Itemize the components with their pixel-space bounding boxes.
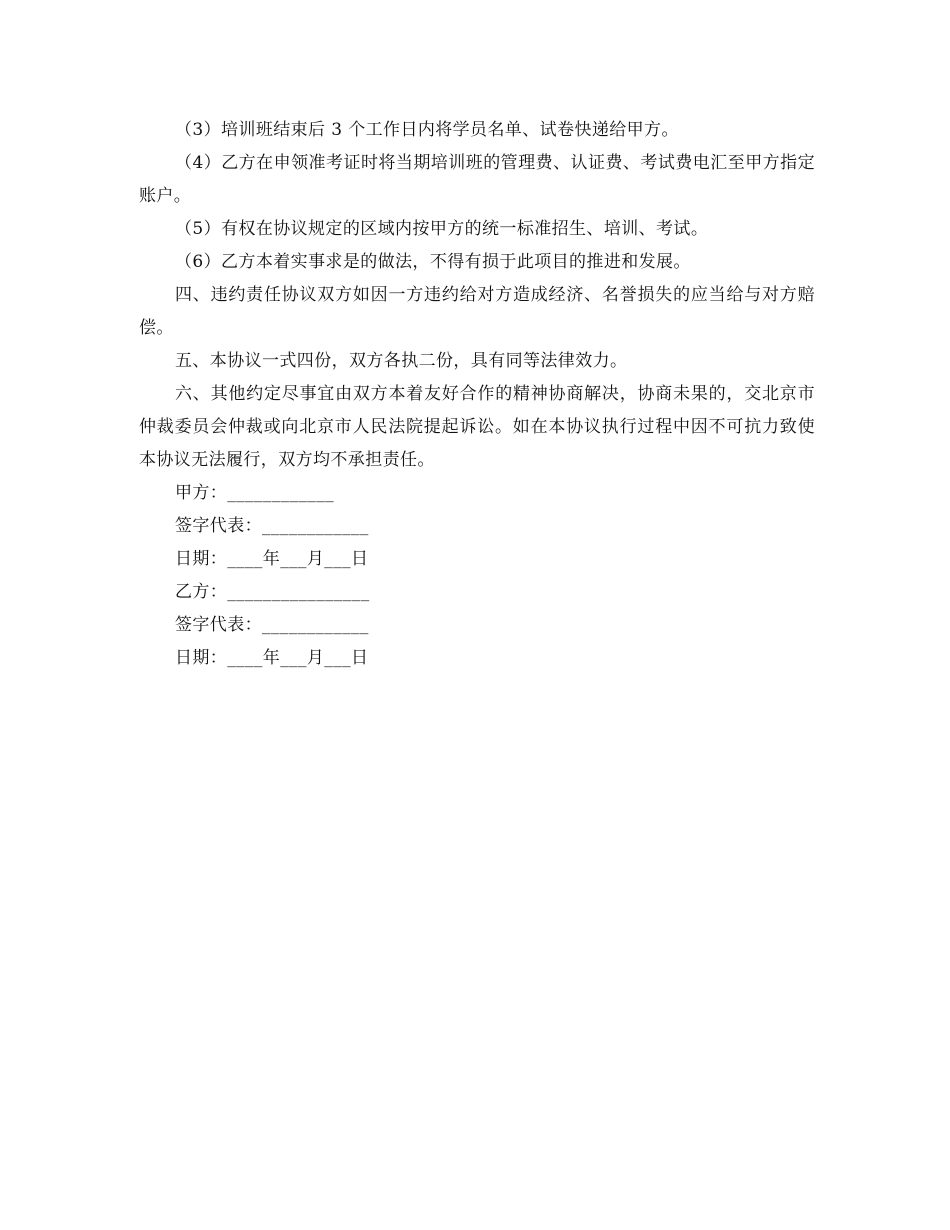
section-breach-liability: 四、违约责任协议双方如因一方违约给对方造成经济、名誉损失的应当给与对方赔偿。 (139, 285, 815, 338)
clause-5: （5）有权在协议规定的区域内按甲方的统一标准招生、培训、考试。 (175, 219, 709, 239)
clause-4: （4）乙方在申领准考证时将当期培训班的管理费、认证费、考试费电汇至甲方指定账户。 (139, 153, 815, 206)
clause-3: （3）培训班结束后 3 个工作日内将学员名单、试卷快递给甲方。 (175, 120, 679, 140)
section-copies: 五、本协议一式四份，双方各执二份，具有同等法律效力。 (175, 351, 628, 371)
signature-block (139, 477, 815, 675)
party-a-line: 甲方：____________ (175, 483, 334, 503)
party-b-date-line: 日期：____年___月___日 (175, 648, 369, 668)
party-b-representative-line: 签字代表：____________ (175, 615, 369, 635)
document-page (139, 114, 815, 675)
party-a-date-line: 日期：____年___月___日 (175, 549, 369, 569)
party-b-line: 乙方：________________ (175, 582, 370, 602)
section-other-matters: 六、其他约定尽事宜由双方本着友好合作的精神协商解决，协商未果的，交北京市仲裁委员会仲裁或向北京市人民法院提起诉讼。如在本协议执行过程中因不可抗力致使本协议无法履行，双方均不承担责任。 (139, 384, 815, 470)
clause-6: （6）乙方本着实事求是的做法，不得有损于此项目的推进和发展。 (175, 252, 691, 272)
party-a-representative-line: 签字代表：____________ (175, 516, 369, 536)
